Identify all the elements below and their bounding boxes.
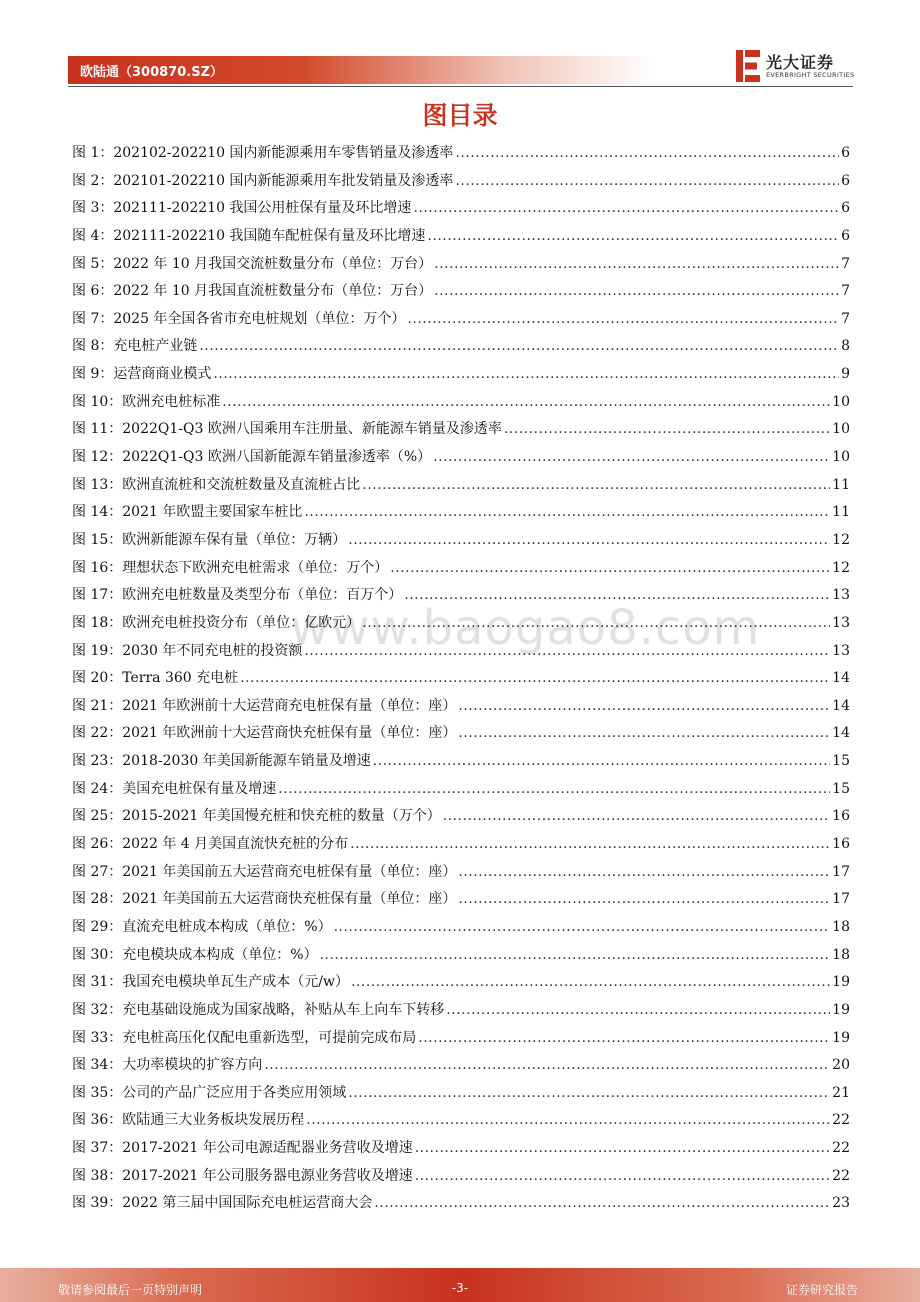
toc-entry-page: 10 bbox=[832, 393, 850, 410]
toc-entry-page: 14 bbox=[832, 697, 850, 714]
toc-dot-leader bbox=[213, 361, 839, 389]
toc-entry[interactable] bbox=[72, 1135, 850, 1163]
toc-entry[interactable] bbox=[72, 1052, 850, 1080]
toc-entry-page: 19 bbox=[832, 1001, 850, 1018]
toc-entry-label: 图 22：2021 年欧洲前十大运营商快充桩保有量（单位：座） bbox=[72, 725, 457, 742]
page-title: 图目录 bbox=[422, 101, 498, 130]
toc-entry-label: 图 32：充电基础设施成为国家战略，补贴从车上向车下转移 bbox=[72, 1001, 445, 1018]
toc-entry-page: 11 bbox=[832, 504, 850, 521]
toc-entry[interactable] bbox=[72, 168, 850, 196]
toc-entry[interactable] bbox=[72, 859, 850, 887]
toc-dot-leader bbox=[455, 168, 839, 196]
toc-entry-page: 8 bbox=[841, 338, 850, 355]
toc-entry[interactable] bbox=[72, 831, 850, 859]
toc-entry[interactable] bbox=[72, 472, 850, 500]
toc-entry-label: 图 36：欧陆通三大业务板块发展历程 bbox=[72, 1112, 305, 1129]
toc-entry-page: 23 bbox=[832, 1195, 850, 1212]
toc-entry-label: 图 5：2022 年 10 月我国交流桩数量分布（单位：万台） bbox=[72, 255, 433, 272]
toc-entry-label: 图 1：202102-202210 国内新能源乘用车零售销量及渗透率 bbox=[72, 145, 454, 161]
toc-entry-page: 14 bbox=[832, 670, 850, 687]
toc-entry[interactable] bbox=[72, 223, 850, 251]
toc-dot-leader bbox=[304, 499, 830, 527]
toc-dot-leader bbox=[320, 942, 831, 970]
toc-entry-page: 18 bbox=[832, 918, 850, 935]
toc-entry-label: 图 31：我国充电模块单瓦生产成本（元/w） bbox=[72, 974, 349, 991]
toc-entry-label: 图 27：2021 年美国前五大运营商充电桩保有量（单位：座） bbox=[72, 863, 457, 880]
toc-entry-label: 图 9：运营商商业模式 bbox=[72, 366, 212, 383]
toc-entry[interactable] bbox=[72, 582, 850, 610]
header-bar bbox=[68, 56, 653, 84]
toc-dot-leader bbox=[443, 803, 830, 831]
toc-dot-leader bbox=[390, 555, 830, 583]
footer-bar bbox=[0, 1268, 920, 1302]
toc-entry-label: 图 17：欧洲充电桩数量及类型分布（单位：百万个） bbox=[72, 587, 403, 604]
toc-entry-label: 图 2：202101-202210 国内新能源乘用车批发销量及渗透率 bbox=[72, 172, 454, 189]
toc-entry-page: 12 bbox=[832, 531, 850, 548]
toc-dot-leader bbox=[362, 610, 830, 638]
toc-entry-label: 图 8：充电桩产业链 bbox=[72, 338, 198, 355]
toc-entry-label: 图 4：202111-202210 我国随车配桩保有量及环比增速 bbox=[72, 227, 426, 244]
toc-entry[interactable] bbox=[72, 720, 850, 748]
toc-entry-page: 6 bbox=[841, 200, 850, 217]
toc-entry[interactable] bbox=[72, 389, 850, 417]
toc-entry-label: 图 39：2022 第三届中国国际充电桩运营商大会 bbox=[72, 1195, 373, 1212]
toc-entry-page: 7 bbox=[841, 310, 850, 327]
toc-entry[interactable] bbox=[72, 278, 850, 306]
toc-entry-page: 9 bbox=[841, 366, 850, 383]
toc-dot-leader bbox=[458, 720, 830, 748]
footer-report-type: 证券研究报告 bbox=[785, 1283, 858, 1297]
header-divider bbox=[68, 86, 853, 87]
toc-dot-leader bbox=[222, 389, 830, 417]
toc-entry[interactable] bbox=[72, 665, 850, 693]
toc-entry-label: 图 19：2030 年不同充电桩的投资额 bbox=[72, 642, 303, 659]
toc-entry-page: 10 bbox=[832, 421, 850, 438]
toc-entry[interactable] bbox=[72, 444, 850, 472]
toc-entry-page: 6 bbox=[841, 145, 850, 161]
toc-entry-label: 图 35：公司的产品广泛应用于各类应用领域 bbox=[72, 1084, 347, 1101]
toc-entry[interactable] bbox=[72, 1025, 850, 1053]
toc-entry-label: 图 6：2022 年 10 月我国直流桩数量分布（单位：万台） bbox=[72, 283, 433, 300]
toc-entry-label: 图 10：欧洲充电桩标准 bbox=[72, 393, 221, 410]
toc-entry[interactable] bbox=[72, 997, 850, 1025]
toc-entry-label: 图 34：大功率模块的扩容方向 bbox=[72, 1057, 263, 1074]
toc-dot-leader bbox=[350, 831, 830, 859]
toc-dot-leader bbox=[458, 886, 830, 914]
toc-entry-label: 图 20：Terra 360 充电桩 bbox=[72, 670, 239, 687]
toc-entry-label: 图 13：欧洲直流桩和交流桩数量及直流桩占比 bbox=[72, 476, 361, 493]
toc-entry-page: 11 bbox=[832, 476, 850, 493]
toc-dot-leader bbox=[348, 1080, 830, 1108]
toc-entry-page: 7 bbox=[841, 283, 850, 300]
company-ticker: 欧陆通（300870.SZ） bbox=[80, 65, 224, 80]
toc-entry-label: 图 24：美国充电桩保有量及增速 bbox=[72, 780, 277, 797]
toc-entry[interactable] bbox=[72, 969, 850, 997]
toc-entry-label: 图 16：理想状态下欧洲充电桩需求（单位：万个） bbox=[72, 559, 389, 576]
toc-entry-label: 图 11：2022Q1-Q3 欧洲八国乘用车注册量、新能源车销量及渗透率 bbox=[72, 421, 502, 438]
toc-entry-page: 16 bbox=[832, 808, 850, 825]
page-number: -3- bbox=[451, 1281, 469, 1295]
toc-entry[interactable] bbox=[72, 1190, 850, 1218]
toc-entry-page: 15 bbox=[832, 780, 850, 797]
toc-dot-leader bbox=[458, 859, 830, 887]
toc-entry[interactable] bbox=[72, 748, 850, 776]
toc-entry[interactable] bbox=[72, 333, 850, 361]
toc-entry-label: 图 7：2025 年全国各省市充电桩规划（单位：万个） bbox=[72, 310, 406, 327]
toc-dot-leader bbox=[374, 1190, 830, 1218]
toc-entry-page: 22 bbox=[832, 1112, 850, 1129]
everbright-logo bbox=[736, 48, 856, 84]
toc-entry-label: 图 18：欧洲充电桩投资分布（单位：亿欧元） bbox=[72, 614, 361, 631]
toc-entry-page: 21 bbox=[832, 1084, 850, 1101]
toc-dot-leader bbox=[455, 140, 839, 168]
toc-entry-page: 12 bbox=[832, 559, 850, 576]
toc-entry-page: 20 bbox=[832, 1057, 850, 1074]
toc-entry-label: 图 3：202111-202210 我国公用桩保有量及环比增速 bbox=[72, 200, 412, 217]
toc-entry-page: 18 bbox=[832, 946, 850, 963]
toc-entry-page: 7 bbox=[841, 255, 850, 272]
toc-dot-leader bbox=[427, 223, 839, 251]
toc-dot-leader bbox=[413, 195, 839, 223]
toc-entry[interactable] bbox=[72, 140, 850, 168]
toc-entry-label: 图 28：2021 年美国前五大运营商快充桩保有量（单位：座） bbox=[72, 891, 457, 908]
toc-entry[interactable] bbox=[72, 886, 850, 914]
toc-entry[interactable] bbox=[72, 306, 850, 334]
toc-entry-page: 6 bbox=[841, 227, 850, 244]
toc-entry-page: 19 bbox=[832, 1029, 850, 1046]
toc-entry-label: 图 30：充电模块成本构成（单位：%） bbox=[72, 946, 318, 963]
toc-entry[interactable] bbox=[72, 942, 850, 970]
toc-dot-leader bbox=[504, 416, 830, 444]
toc-entry[interactable] bbox=[72, 776, 850, 804]
toc-entry[interactable] bbox=[72, 610, 850, 638]
toc-entry-page: 22 bbox=[832, 1140, 850, 1157]
toc-entry-page: 19 bbox=[832, 974, 850, 991]
toc-dot-leader bbox=[240, 665, 830, 693]
toc-dot-leader bbox=[199, 333, 839, 361]
toc-entry[interactable] bbox=[72, 416, 850, 444]
logo-text-cn: 光大证券 bbox=[766, 53, 835, 72]
toc-dot-leader bbox=[407, 306, 839, 334]
toc-dot-leader bbox=[278, 776, 830, 804]
toc-entry[interactable] bbox=[72, 914, 850, 942]
toc-dot-leader bbox=[304, 638, 830, 666]
toc-entry-label: 图 23：2018-2030 年美国新能源车销量及增速 bbox=[72, 753, 371, 770]
footer-disclaimer: 敬请参阅最后一页特别声明 bbox=[58, 1283, 203, 1297]
toc-entry[interactable] bbox=[72, 1080, 850, 1108]
toc-entry-label: 图 14：2021 年欧盟主要国家车桩比 bbox=[72, 504, 303, 521]
toc-entry-page: 17 bbox=[832, 863, 850, 880]
toc-entry[interactable] bbox=[72, 638, 850, 666]
toc-dot-leader bbox=[351, 969, 830, 997]
toc-entry[interactable] bbox=[72, 527, 850, 555]
toc-entry-label: 图 29：直流充电桩成本构成（单位：%） bbox=[72, 918, 332, 935]
toc-entry-label: 图 26：2022 年 4 月美国直流快充桩的分布 bbox=[72, 836, 349, 853]
toc-dot-leader bbox=[362, 472, 830, 500]
toc-entry-label: 图 33：充电桩高压化仅配电重新选型，可提前完成布局 bbox=[72, 1029, 417, 1046]
toc-dot-leader bbox=[433, 444, 830, 472]
toc-entry-page: 22 bbox=[832, 1167, 850, 1184]
toc-dot-leader bbox=[434, 278, 839, 306]
logo-text-en: EVERBRIGHT SECURITIES bbox=[766, 71, 855, 79]
toc-dot-leader bbox=[415, 1135, 830, 1163]
toc-dot-leader bbox=[434, 251, 839, 279]
toc-entry[interactable] bbox=[72, 1163, 850, 1191]
toc-dot-leader bbox=[373, 748, 830, 776]
toc-entry[interactable] bbox=[72, 555, 850, 583]
toc-entry-page: 13 bbox=[832, 614, 850, 631]
toc-dot-leader bbox=[404, 582, 830, 610]
toc-entry-page: 17 bbox=[832, 891, 850, 908]
everbright-logo-icon bbox=[736, 50, 760, 82]
toc-dot-leader bbox=[415, 1163, 830, 1191]
toc-entry-page: 10 bbox=[832, 449, 850, 466]
toc-entry-page: 6 bbox=[841, 172, 850, 189]
toc-entry[interactable] bbox=[72, 195, 850, 223]
toc-entry[interactable] bbox=[72, 693, 850, 721]
toc-entry-label: 图 37：2017-2021 年公司电源适配器业务营收及增速 bbox=[72, 1140, 413, 1157]
toc-entry-page: 13 bbox=[832, 587, 850, 604]
toc-entry-label: 图 15：欧洲新能源车保有量（单位：万辆） bbox=[72, 531, 347, 548]
toc-dot-leader bbox=[306, 1107, 830, 1135]
toc-entry-label: 图 38：2017-2021 年公司服务器电源业务营收及增速 bbox=[72, 1167, 413, 1184]
toc-dot-leader bbox=[418, 1025, 830, 1053]
toc-dot-leader bbox=[334, 914, 831, 942]
toc-entry[interactable] bbox=[72, 361, 850, 389]
toc-entry[interactable] bbox=[72, 251, 850, 279]
toc-dot-leader bbox=[264, 1052, 830, 1080]
toc-entry[interactable] bbox=[72, 499, 850, 527]
figure-list bbox=[72, 140, 850, 1218]
watermark: www.baogao8.com bbox=[290, 600, 761, 656]
toc-entry-label: 图 25：2015-2021 年美国慢充桩和快充桩的数量（万个） bbox=[72, 808, 441, 825]
toc-entry-label: 图 21：2021 年欧洲前十大运营商充电桩保有量（单位：座） bbox=[72, 697, 457, 714]
toc-entry-page: 16 bbox=[832, 836, 850, 853]
toc-entry-label: 图 12：2022Q1-Q3 欧洲八国新能源车销量渗透率（%） bbox=[72, 449, 432, 466]
toc-dot-leader bbox=[348, 527, 830, 555]
toc-entry-page: 14 bbox=[832, 725, 850, 742]
toc-entry[interactable] bbox=[72, 803, 850, 831]
toc-entry-page: 15 bbox=[832, 753, 850, 770]
toc-dot-leader bbox=[458, 693, 830, 721]
toc-dot-leader bbox=[446, 997, 830, 1025]
toc-entry[interactable] bbox=[72, 1107, 850, 1135]
toc-entry-page: 13 bbox=[832, 642, 850, 659]
